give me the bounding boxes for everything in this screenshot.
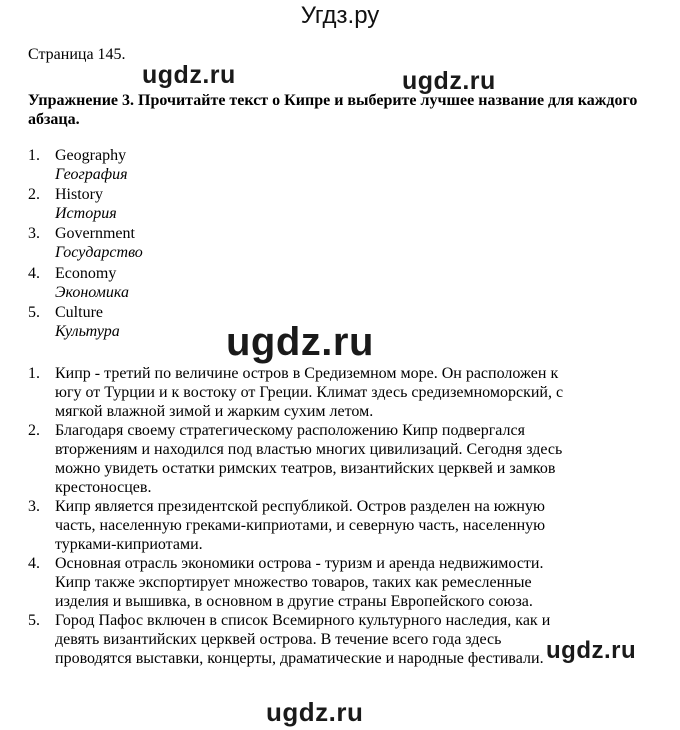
title-russian: География	[55, 166, 128, 183]
title-russian: Государство	[55, 244, 143, 262]
watermark: ugdz.ru	[546, 637, 637, 664]
paragraph-4	[28, 554, 618, 611]
title-number: 1.	[28, 147, 40, 164]
paragraph-line: часть, населенную греками-киприотами, и северную часть, населенную	[55, 517, 546, 534]
paragraph-number: 2.	[28, 422, 40, 439]
paragraph-line: Основная отрасль экономики острова - туризм и аренда недвижимости.	[55, 555, 544, 572]
title-english: Government	[55, 225, 135, 243]
paragraphs-list	[28, 364, 618, 668]
title-item-economy	[28, 265, 428, 304]
title-russian: Культура	[55, 322, 120, 340]
watermark: ugdz.ru	[266, 697, 364, 727]
title-number: 3.	[28, 225, 40, 243]
site-header: Угдз.ру	[300, 2, 380, 29]
paragraph-line: турками-киприотами.	[55, 536, 203, 553]
paragraph-number: 5.	[28, 612, 40, 629]
title-number: 2.	[28, 186, 40, 204]
title-english: History	[55, 186, 103, 204]
paragraph-line: можно увидеть остатки римских театров, византийских церквей и замков	[55, 460, 556, 477]
title-item-geography	[28, 147, 428, 186]
paragraph-line: девять византийских церквей острова. В течение всего года здесь	[55, 631, 502, 648]
paragraph-line: югу от Турции и к востоку от Греции. Климат здесь средиземноморский, с	[55, 384, 564, 401]
paragraph-5	[28, 611, 618, 668]
watermark: ugdz.ru	[402, 67, 496, 95]
paragraph-line: Кипр является президентской республикой. Остров разделен на южную	[55, 498, 545, 515]
paragraph-number: 4.	[28, 555, 40, 572]
title-russian: История	[55, 205, 117, 223]
title-english: Geography	[55, 147, 127, 164]
watermark: ugdz.ru	[226, 320, 374, 364]
title-english: Economy	[55, 264, 117, 282]
paragraph-number: 3.	[28, 498, 40, 515]
title-russian: Экономика	[55, 283, 129, 301]
paragraph-line: изделия и вышивка, в основном в другие страны Европейского союза.	[55, 593, 533, 610]
watermark: ugdz.ru	[142, 61, 236, 89]
title-number: 5.	[28, 303, 40, 321]
paragraph-line: вторжениям и находился под властью многих цивилизаций. Сегодня здесь	[55, 441, 563, 458]
title-number: 4.	[28, 264, 40, 282]
paragraph-line: Благодаря своему стратегическому расположению Кипр подвергался	[55, 422, 525, 439]
paragraph-number: 1.	[28, 365, 40, 382]
paragraph-line: Кипр - третий по величине остров в Средиземном море. Он расположен к	[55, 365, 559, 382]
paragraph-line: мягкой влажной зимой и жарким сухим летом.	[55, 403, 374, 420]
title-item-history	[28, 186, 428, 225]
paragraph-2	[28, 421, 618, 497]
paragraph-3	[28, 497, 618, 554]
paragraph-line: Город Пафос включен в список Всемирного культурного наследия, как и	[55, 612, 551, 629]
titles-list	[28, 147, 428, 343]
exercise-task: Упражнение 3. Прочитайте текст о Кипре и выберите лучшее название для каждого абзаца.	[28, 92, 638, 128]
title-english: Culture	[55, 303, 103, 321]
page-number: Страница 145.	[28, 46, 126, 63]
paragraph-line: проводятся выставки, концерты, драматические и народные фестивали.	[55, 650, 544, 667]
paragraph-line: Кипр также экспортирует множество товаров, таких как ремесленные	[55, 574, 532, 591]
paragraph-1	[28, 364, 618, 421]
paragraph-line: крестоносцев.	[55, 479, 152, 496]
title-item-government	[28, 225, 428, 264]
